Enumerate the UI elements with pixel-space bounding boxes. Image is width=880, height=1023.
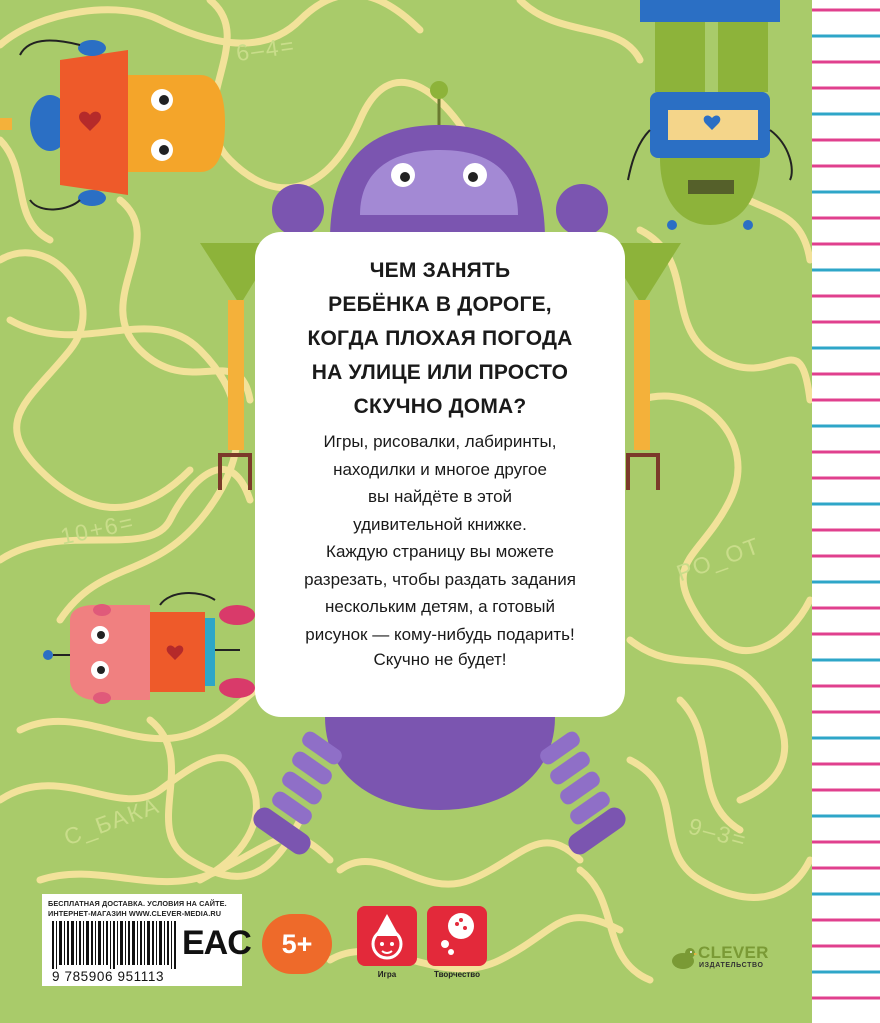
panel-heading bbox=[255, 254, 625, 424]
heading-line: КОГДА ПЛОХАЯ ПОГОДА bbox=[307, 327, 573, 350]
body-line: разрезать, чтобы раздать задания bbox=[304, 569, 576, 589]
body-line: Каждую страницу вы можете bbox=[326, 542, 554, 561]
creativity-icon bbox=[427, 906, 487, 966]
heading-line: СКУЧНО ДОМА? bbox=[353, 395, 527, 418]
category-label-creativity: Творчество bbox=[433, 970, 481, 979]
delivery-note: БЕСПЛАТНАЯ ДОСТАВКА. УСЛОВИЯ НА САЙТЕ. bbox=[48, 899, 227, 908]
cover-word-dog-puzzle: С_БАКА bbox=[60, 791, 164, 851]
game-icon bbox=[357, 906, 417, 966]
body-line: вы найдёте в этой bbox=[367, 487, 513, 506]
heading-line: РЕБЁНКА В ДОРОГЕ, bbox=[328, 293, 552, 316]
publisher-logo: CLEVER bbox=[698, 943, 769, 962]
body-line: Игры, рисовалки, лабиринты, bbox=[323, 432, 557, 451]
eac-mark: EAC bbox=[182, 924, 251, 962]
body-line: находилки и многое другое bbox=[333, 459, 547, 479]
age-rating-badge: 5+ bbox=[262, 914, 332, 974]
publisher-subtitle: ИЗДАТЕЛЬСТВО bbox=[699, 962, 764, 969]
panel-closing: Скучно не будет! bbox=[373, 650, 507, 669]
body-line: нескольким детям, а готовый bbox=[325, 597, 555, 616]
barcode-block bbox=[42, 894, 251, 986]
cover-word-addition: 10+6= bbox=[58, 508, 138, 550]
striped-edge bbox=[812, 0, 880, 1023]
heading-line: ЧЕМ ЗАНЯТЬ bbox=[369, 259, 511, 282]
shop-url: ИНТЕРНЕТ-МАГАЗИН WWW.CLEVER-MEDIA.RU bbox=[48, 909, 222, 918]
body-line: рисунок — кому-нибудь подарить! bbox=[305, 624, 575, 644]
heading-line: НА УЛИЦЕ ИЛИ ПРОСТО bbox=[311, 361, 569, 384]
clever-bird-icon bbox=[668, 943, 698, 973]
panel-body bbox=[255, 428, 625, 648]
description-panel bbox=[255, 232, 625, 717]
category-label-game: Игра bbox=[377, 970, 397, 979]
cover-word-subtraction: 6–4= bbox=[234, 31, 298, 67]
cover-word-minus: 9–3= bbox=[685, 812, 751, 854]
cover-word-robot-puzzle: РО_ОТ bbox=[673, 531, 765, 587]
barcode-icon bbox=[52, 921, 178, 969]
body-line: удивительной книжке. bbox=[353, 514, 527, 534]
isbn-number: 9 785906 951113 bbox=[52, 969, 165, 984]
